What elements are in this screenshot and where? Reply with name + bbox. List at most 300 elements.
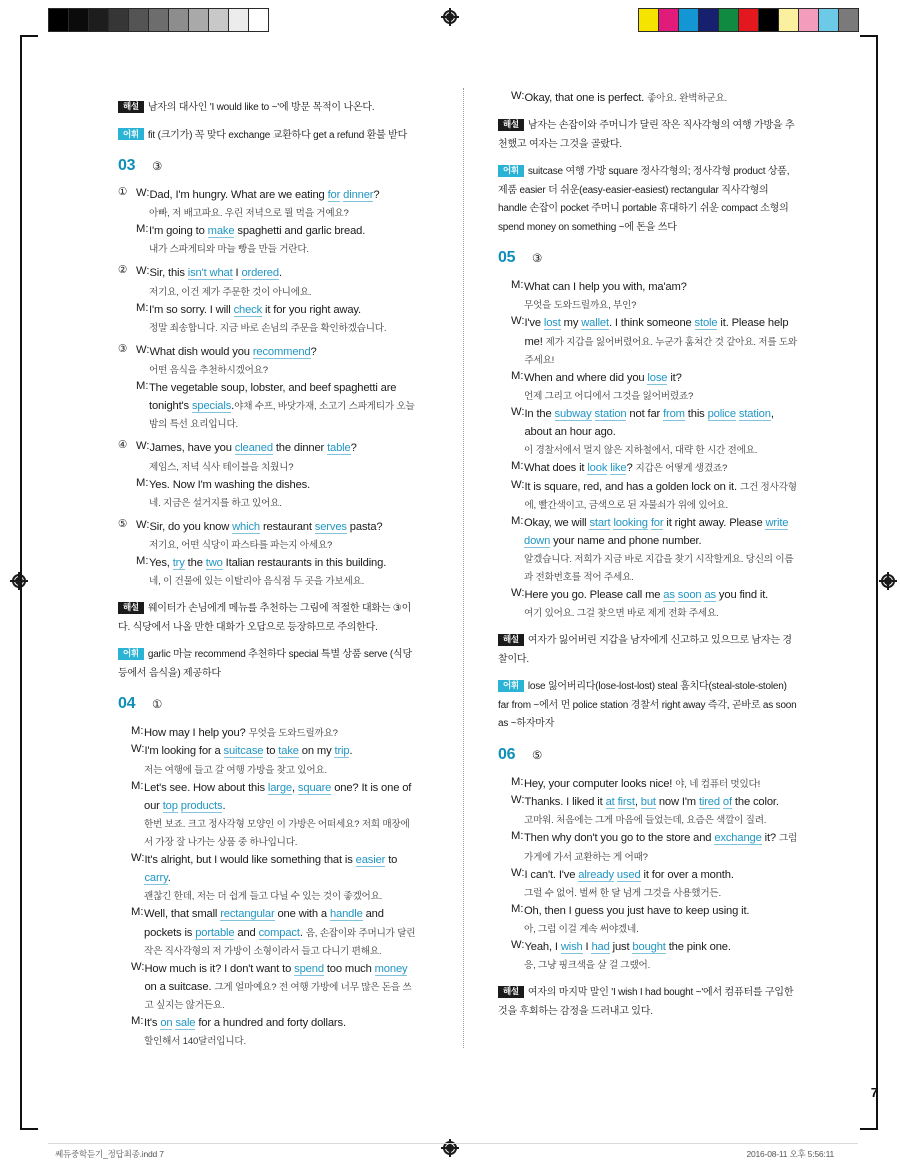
highlight-phrase: first <box>617 796 635 809</box>
dialogue-option <box>118 438 418 510</box>
question-answer: ⑤ <box>532 749 543 762</box>
highlight-phrase: as <box>663 589 675 602</box>
vocab-text: garlic 마늘 recommend 추천하다 special 특별 상품 serve (식당 등에서 음식을) 제공하다 <box>118 649 412 679</box>
dialogue-line <box>131 850 418 886</box>
speaker-label <box>136 457 149 475</box>
korean-translation: 그럴 수 없어. 벌써 한 달 넘게 그것을 사용했거든. <box>524 887 721 899</box>
korean-translation: 알겠습니다. 저희가 지금 바로 지갑을 찾기 시작할게요. 당신의 이름과 전화번호를 적어 주세요. <box>524 554 794 584</box>
dialogue-text: Let's see. How about this <box>144 781 268 794</box>
dialogue-line <box>136 378 418 432</box>
korean-translation: 무엇을 도와드릴까요, 부인? <box>524 300 637 312</box>
line-body <box>149 493 418 511</box>
speaker-label: M: <box>136 301 149 314</box>
highlight-phrase: station <box>738 408 771 421</box>
line-body <box>144 1013 418 1031</box>
speaker-label: W: <box>136 440 150 453</box>
dialogue-line <box>131 778 418 814</box>
line-body <box>524 368 798 386</box>
speaker-label: M: <box>131 906 144 919</box>
dialogue-text: your name and phone number. <box>550 535 702 548</box>
speaker-label <box>131 886 144 904</box>
english-sentence <box>144 782 411 813</box>
speaker-label <box>511 919 524 937</box>
dialogue-line <box>511 313 798 367</box>
dialogue-text: . <box>167 872 171 885</box>
highlight-phrase: carry <box>144 872 168 885</box>
left-column <box>118 88 418 1049</box>
korean-translation: 아, 그럼 이걸 계속 써야겠네. <box>524 923 639 935</box>
english-sentence <box>524 517 788 548</box>
dialogue-text: How may I help you? <box>144 727 249 740</box>
line-body <box>524 88 798 106</box>
dialogue-line <box>136 282 418 300</box>
question-answer: ① <box>152 699 163 712</box>
registration-target-icon <box>441 1139 459 1157</box>
korean-translation: 내가 스파게티와 마늘 빵을 만들 거란다. <box>149 244 309 256</box>
line-body <box>524 955 798 973</box>
english-sentence <box>524 462 635 475</box>
speaker-label <box>131 760 144 778</box>
dialogue-line <box>131 1013 418 1031</box>
line-body <box>144 741 418 759</box>
dialogue-line <box>511 295 798 313</box>
registration-target-icon <box>441 8 459 26</box>
line-body <box>524 865 798 883</box>
dialogue-line <box>136 300 418 318</box>
dialogue-text: ? <box>350 442 357 455</box>
speaker-label: M: <box>131 725 144 738</box>
dialogue-text: the color. <box>731 796 779 809</box>
line-body <box>149 457 418 475</box>
line-body <box>144 959 418 1013</box>
speaker-label <box>511 386 524 404</box>
solution-text: 웨이터가 손님에게 메뉴를 추천하는 그림에 적절한 대화는 ③이다. 식당에서 나올 만한 대화가 오답으로 등장하므로 주의한다. <box>118 603 412 633</box>
calibration-swatch <box>109 9 129 31</box>
line-body <box>144 1031 418 1049</box>
dialogue-text: I'm going to <box>149 225 208 238</box>
vocab-tag: 어휘 <box>498 680 524 692</box>
dialogue-text: restaurant <box>259 520 315 533</box>
dialogue-line <box>136 263 418 281</box>
dialogue-text: this <box>684 408 708 421</box>
dialogue-line <box>136 438 418 456</box>
calibration-swatch <box>169 9 189 31</box>
dialogue-text: to <box>263 745 279 758</box>
speaker-label <box>136 493 149 511</box>
dialogue-option <box>118 263 418 335</box>
calibration-swatch <box>639 9 659 31</box>
dialogue-text: Thanks. I liked it <box>524 796 606 809</box>
question-number: 04 <box>118 695 136 713</box>
highlight-phrase: wallet <box>581 317 609 330</box>
highlight-phrase: which <box>232 520 260 533</box>
line-body <box>149 221 418 239</box>
speaker-label <box>136 318 149 336</box>
highlight-phrase: make <box>207 225 235 238</box>
calibration-swatch <box>819 9 839 31</box>
english-sentence <box>524 941 730 954</box>
speaker-label <box>511 810 524 828</box>
korean-translation: 괜찮긴 한데, 저는 더 쉽게 들고 다닐 수 있는 것이 좋겠어요. <box>144 891 383 903</box>
english-sentence <box>144 727 249 739</box>
highlight-phrase: police <box>707 408 736 421</box>
speaker-label: W: <box>511 587 525 600</box>
dialogue-lines-06 <box>498 774 798 973</box>
question-block-03 <box>118 157 418 681</box>
solution-text: 남자는 손잡이와 주머니가 달린 작은 직사각형의 여행 가방을 추천했고 여자는 그것을 골랐다. <box>498 120 795 150</box>
option-body <box>136 517 418 589</box>
speaker-label: W: <box>131 852 145 865</box>
line-body <box>524 277 798 295</box>
speaker-label: W: <box>136 518 150 531</box>
dialogue-line <box>511 513 798 549</box>
footer-filename: 쎄듀중학듣기_정답최종.indd 7 <box>55 1149 164 1159</box>
highlight-phrase: exchange <box>714 832 762 845</box>
dialogue-line <box>511 404 798 440</box>
korean-translation: 그건 정사각형에, 빨간색이고, 금색으로 된 자물쇠가 위에 있어요. <box>524 481 797 511</box>
dialogue-text: Dad, I'm hungry. What are we eating <box>149 189 328 201</box>
dialogue-line <box>511 549 798 585</box>
dialogue-text: Okay, we will <box>524 516 590 529</box>
dialogue-text: the dinner <box>272 442 328 455</box>
dialogue-line <box>511 774 798 792</box>
speaker-label: M: <box>131 779 144 792</box>
dialogue-line <box>511 277 798 295</box>
highlight-phrase: looking <box>613 516 648 529</box>
highlight-phrase: had <box>591 940 610 953</box>
dialogue-line <box>511 603 798 621</box>
dialogue-text: it right away. Please <box>663 516 766 529</box>
question-block-04 <box>118 695 418 1049</box>
dialogue-text: spaghetti and garlic bread. <box>234 225 366 238</box>
calibration-swatch <box>659 9 679 31</box>
dialogue-text: . <box>231 400 235 413</box>
dialogue-line <box>131 741 418 759</box>
option-marker: ⑤ <box>118 517 128 530</box>
highlight-phrase: lost <box>543 317 561 330</box>
highlight-phrase: large <box>267 781 292 794</box>
korean-translation: 좋아요. 완벽하군요. <box>647 93 728 104</box>
line-body <box>144 850 418 886</box>
dialogue-text: to <box>385 854 398 867</box>
korean-translation: 언제 그리고 어디에서 그것을 잃어버렸죠? <box>524 391 694 403</box>
line-body <box>149 300 418 318</box>
calibration-swatch <box>799 9 819 31</box>
english-sentence <box>524 778 675 790</box>
vocab-block-05 <box>498 676 798 732</box>
dialogue-line <box>511 901 798 919</box>
calibration-swatch <box>209 9 229 31</box>
question-header-05 <box>498 249 798 267</box>
highlight-phrase: handle <box>329 908 363 921</box>
dialogue-text: Oh, then I guess you just have to keep using it. <box>524 904 750 917</box>
line-body <box>524 295 798 313</box>
english-sentence <box>149 346 316 359</box>
crop-mark <box>20 1128 38 1130</box>
korean-translation: 저기요, 어떤 식당이 파스타를 파는지 아세요? <box>149 540 333 552</box>
dialogue-text: it? <box>761 832 779 845</box>
dialogue-line <box>511 792 798 810</box>
calibration-swatch <box>699 9 719 31</box>
speaker-label: M: <box>511 775 524 788</box>
vocab-block-03 <box>118 644 418 681</box>
speaker-label <box>511 549 524 585</box>
speaker-label: M: <box>136 476 149 489</box>
dialogue-text: now I'm <box>655 796 699 809</box>
english-sentence <box>524 832 779 845</box>
dialogue-line <box>511 955 798 973</box>
dialogue-text: the <box>184 557 206 570</box>
line-body <box>149 438 418 456</box>
english-sentence <box>524 372 682 385</box>
highlight-phrase: lose <box>647 371 668 384</box>
line-body <box>524 549 798 585</box>
calibration-swatch <box>249 9 268 31</box>
english-sentence <box>524 589 768 602</box>
crop-mark <box>860 1128 878 1130</box>
vocab-text: fit (크기가) 꼭 맞다 exchange 교환하다 get a refund 환불 받다 <box>147 129 408 141</box>
line-body <box>524 919 798 937</box>
crop-mark <box>20 35 38 37</box>
option-body <box>136 263 418 335</box>
english-sentence <box>149 304 361 317</box>
line-body <box>144 904 418 958</box>
highlight-phrase: table <box>327 442 351 455</box>
english-sentence <box>524 796 778 809</box>
vocab-text: lose 잃어버리다(lose-lost-lost) steal 훔치다(steal-stole-stolen) far from ~에서 먼 police station 경찰서 right away 즉각, 곧바로 as soon as ~하자마자 <box>498 681 797 730</box>
line-body <box>149 360 418 378</box>
dialogue-line <box>511 919 798 937</box>
speaker-label: M: <box>136 223 149 236</box>
korean-translation: 제가 지갑을 잃어버렸어요. 누군가 훔쳐간 것 같아요. 저를 도와주세요! <box>524 336 797 366</box>
color-calibration-bar <box>638 8 859 32</box>
dialogue-line <box>131 886 418 904</box>
korean-translation: 그럼 가게에 가서 교환하는 게 어때? <box>524 833 798 863</box>
highlight-phrase: specials <box>191 400 232 413</box>
line-body <box>524 810 798 828</box>
line-body <box>149 282 418 300</box>
english-sentence <box>149 267 281 280</box>
speaker-label: M: <box>511 830 524 843</box>
line-body <box>149 475 418 493</box>
dialogue-text: It's <box>144 1017 161 1030</box>
highlight-phrase: for <box>650 516 664 529</box>
calibration-swatch <box>779 9 799 31</box>
dialogue-text: ? <box>626 462 636 475</box>
korean-translation: 고마워. 처음에는 그게 마음에 들었는데, 요즘은 색깔이 질려. <box>524 815 767 827</box>
highlight-phrase: check <box>233 303 263 316</box>
korean-translation: 야, 네 컴퓨터 멋있다! <box>675 778 761 790</box>
korean-translation: 정말 죄송합니다. 지금 바로 손님의 주문을 확인하겠습니다. <box>149 322 387 334</box>
highlight-phrase: write <box>765 516 789 529</box>
english-sentence <box>524 905 749 917</box>
vocab-tag: 어휘 <box>118 648 144 660</box>
dialogue-text: . I think someone <box>608 317 695 330</box>
dialogue-line <box>136 457 418 475</box>
option-body <box>136 342 418 433</box>
highlight-phrase: as <box>704 589 716 602</box>
dialogue-text: I can't. I've <box>524 868 579 881</box>
english-sentence <box>524 92 647 104</box>
speaker-label: W: <box>511 406 525 419</box>
dialogue-line <box>136 342 418 360</box>
dialogue-text: it for over a month. <box>640 868 734 881</box>
english-sentence <box>149 442 356 455</box>
page-number: 7 <box>870 1085 878 1100</box>
dialogue-line <box>511 937 798 955</box>
line-body <box>524 603 798 621</box>
highlight-phrase: cleaned <box>234 442 273 455</box>
dialogue-text: it for you right away. <box>262 303 361 316</box>
calibration-swatch <box>129 9 149 31</box>
spacer <box>498 235 798 249</box>
dialogue-lines-04 <box>118 723 418 1049</box>
highlight-phrase: bought <box>632 940 666 953</box>
highlight-phrase: from <box>663 408 685 421</box>
dialogue-line <box>511 368 798 386</box>
highlight-phrase: portable <box>195 926 235 939</box>
dialogue-text: pasta? <box>346 520 383 533</box>
line-body <box>144 723 418 741</box>
dialogue-option <box>118 342 418 433</box>
dialogue-text: my <box>560 317 582 330</box>
question-header-06 <box>498 746 798 764</box>
highlight-phrase: of <box>722 796 732 809</box>
korean-translation: 할인해서 140달러입니다. <box>144 1036 246 1048</box>
highlight-phrase: compact <box>258 926 300 939</box>
dialogue-text: and pockets is <box>144 908 384 939</box>
dialogue-text: too much <box>323 962 375 975</box>
dialogue-text: I've <box>524 317 544 330</box>
dialogue-line <box>136 553 418 571</box>
english-sentence <box>524 481 739 493</box>
line-body <box>144 778 418 814</box>
highlight-phrase: trip <box>334 745 350 758</box>
highlight-phrase: top <box>162 799 178 812</box>
speaker-label <box>136 360 149 378</box>
highlight-phrase: wish <box>560 940 583 953</box>
dialogue-line <box>511 585 798 603</box>
english-sentence <box>149 557 386 570</box>
highlight-phrase: ordered <box>241 267 279 280</box>
korean-translation: 지갑은 어떻게 생겼죠? <box>635 463 728 475</box>
highlight-phrase: rectangular <box>220 908 275 921</box>
line-body <box>524 386 798 404</box>
speaker-label: M: <box>511 902 524 915</box>
highlight-phrase: but <box>640 796 656 809</box>
option-marker: ③ <box>118 342 128 355</box>
korean-translation: 그게 얼마예요? 전 여행 가방에 너무 많은 돈을 쓰고 싶지는 않거든요. <box>144 982 412 1012</box>
highlight-phrase: at <box>605 796 615 809</box>
highlight-phrase: dinner <box>343 189 374 201</box>
dialogue-text: Then why don't you go to the store and <box>524 832 715 845</box>
dialogue-text: it. Please help me! <box>524 317 789 348</box>
calibration-swatch <box>89 9 109 31</box>
line-body <box>149 203 418 221</box>
dialogue-text: . <box>349 745 353 758</box>
dialogue-line <box>136 571 418 589</box>
dialogue-line <box>136 221 418 239</box>
speaker-label: W: <box>511 866 525 879</box>
dialogue-line <box>131 723 418 741</box>
line-body <box>149 535 418 553</box>
dialogue-text: What can I help you with, ma'am? <box>524 281 687 294</box>
dialogue-option <box>118 185 418 257</box>
dialogue-text: How much is it? I don't want to <box>144 962 295 975</box>
korean-translation: 여기 있어요. 그걸 찾으면 바로 제게 전화 주세요. <box>524 608 719 620</box>
line-body <box>524 513 798 549</box>
highlight-phrase: used <box>616 868 641 881</box>
dialogue-text: In the <box>524 408 555 421</box>
speaker-label: W: <box>136 265 150 278</box>
crop-mark <box>860 35 878 37</box>
dialogue-text: for a hundred and forty dollars. <box>195 1017 346 1030</box>
line-body <box>524 477 798 513</box>
calibration-swatch <box>839 9 858 31</box>
highlight-phrase: recommend <box>252 345 311 358</box>
dialogue-line <box>136 203 418 221</box>
solution-tag: 해설 <box>498 119 524 131</box>
dialogue-lines-04-continued <box>498 88 798 106</box>
solution-tag: 해설 <box>498 634 524 646</box>
line-body <box>149 342 418 360</box>
dialogue-text: and <box>234 926 259 939</box>
dialogue-text: one with a <box>274 908 330 921</box>
korean-translation: 한번 보죠. 크고 정사각형 모양인 이 가방은 어떠세요? 저희 매장에서 가장 잘 나가는 상품 중 하나입니다. <box>144 819 410 849</box>
dialogue-text: I <box>582 940 592 953</box>
korean-translation: 네. 지금은 설거지를 하고 있어요. <box>149 497 282 509</box>
dialogue-line <box>136 535 418 553</box>
solution-block-04 <box>498 115 798 152</box>
calibration-swatch <box>739 9 759 31</box>
korean-translation: 아빠, 저 배고파요. 우린 저녁으로 뭘 먹을 거예요? <box>149 208 349 220</box>
dialogue-text: on my <box>298 745 335 758</box>
line-body <box>149 517 418 535</box>
calibration-swatch <box>189 9 209 31</box>
speaker-label: W: <box>136 187 150 199</box>
speaker-label: M: <box>511 369 524 382</box>
dialogue-line <box>511 458 798 476</box>
dialogue-line <box>511 88 798 106</box>
footer-divider <box>48 1143 858 1144</box>
dialogue-text: Yes. Now I'm washing the dishes. <box>149 478 311 491</box>
registration-target-icon <box>879 572 897 590</box>
korean-translation: 저기요, 이건 제가 주문한 것이 아니에요. <box>149 286 312 298</box>
line-body <box>144 760 418 778</box>
line-body <box>524 901 798 919</box>
speaker-label <box>511 883 524 901</box>
line-body <box>524 585 798 603</box>
dialogue-line <box>131 814 418 850</box>
highlight-phrase: for <box>327 189 341 201</box>
highlight-phrase: suitcase <box>223 745 264 758</box>
highlight-phrase: money <box>374 962 408 975</box>
question-number: 05 <box>498 249 516 267</box>
korean-translation: 제임스, 저녁 식사 테이블을 치웠니? <box>149 461 294 473</box>
line-body <box>149 263 418 281</box>
spacer <box>118 143 418 157</box>
dialogue-line <box>131 959 418 1013</box>
speaker-label: W: <box>131 960 145 973</box>
line-body <box>149 553 418 571</box>
highlight-phrase: down <box>524 535 551 548</box>
solution-tag: 해설 <box>118 101 144 113</box>
line-body <box>149 318 418 336</box>
spacer <box>498 732 798 746</box>
vocab-block-04 <box>498 161 798 235</box>
option-marker: ② <box>118 264 128 277</box>
english-sentence <box>524 281 687 293</box>
